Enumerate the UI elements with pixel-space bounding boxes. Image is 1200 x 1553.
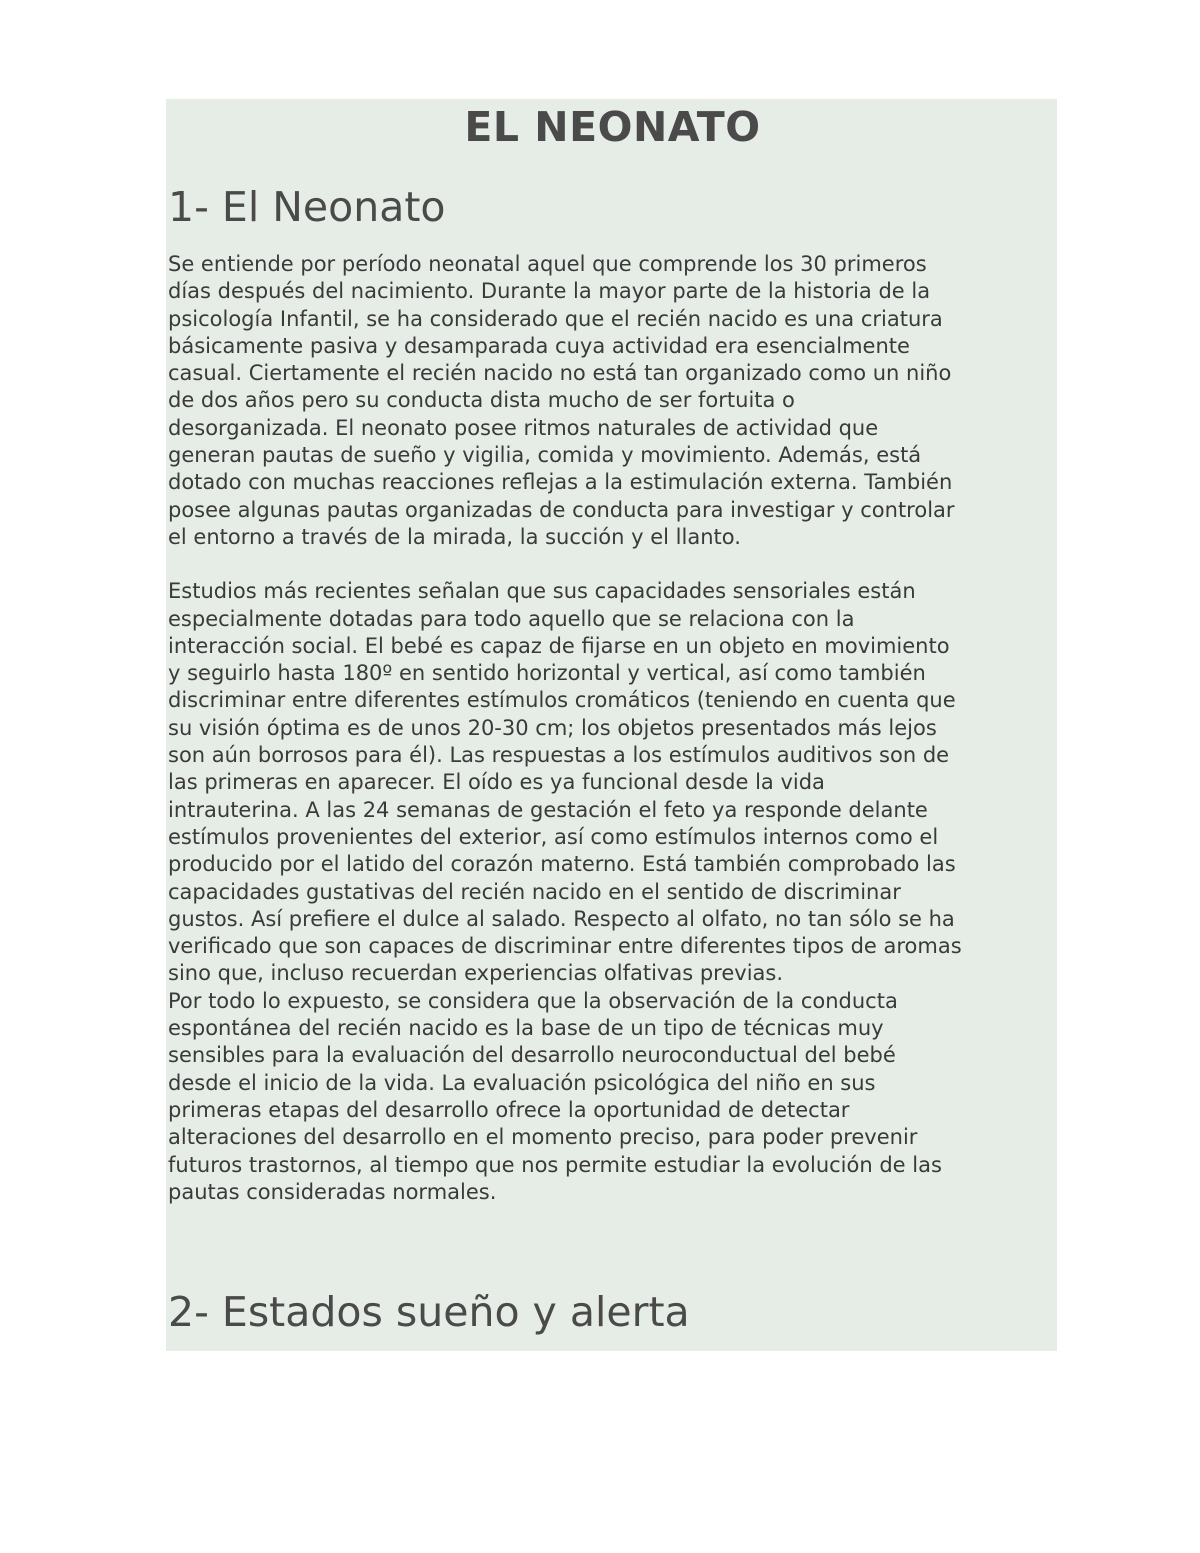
document-content xyxy=(166,99,1057,1351)
paragraph-conclusion: Por todo lo expuesto, se considera que la observación de la conducta espontánea del recién nacido es la base de un tipo de técnicas muy sensibles para la evaluación del desarrollo neuroconductual del bebé desde el inicio de la vida. La evaluación psicológica del niño en sus primeras etapas del desarrollo ofrece la oportunidad de detectar alteraciones del desarrollo en el momento preciso, para poder prevenir futuros trastornos, al tiempo que nos permite estudiar la evolución de las pautas consideradas normales. xyxy=(168,988,942,1204)
paragraph-neonatal-period: Se entiende por período neonatal aquel que comprende los 30 primeros días después del nacimiento. Durante la mayor parte de la historia de la psicología Infantil, se ha considerado que el recién nacido es una criatura básicamente pasiva y desamparada cuya actividad era esencialmente casual. Ciertamente el recién nacido no está tan organizado como un niño de dos años pero su conducta dista mucho de ser fortuita o desorganizada. El neonato posee ritmos naturales de actividad que generan pautas de sueño y vigilia, comida y movimiento. Además, está dotado con muchas reacciones reflejas a la estimulación externa. También posee algunas pautas organizadas de conducta para investigar y controlar el entorno a través de la mirada, la succión y el llanto. xyxy=(168,252,955,549)
document-title: EL NEONATO xyxy=(464,103,761,151)
paragraph-sensory-capacities: Estudios más recientes señalan que sus capacidades sensoriales están especialmente dotadas para todo aquello que se relaciona con la interacción social. El bebé es capaz de fijarse en un objeto en movimiento y seguirlo hasta 180º en sentido horizontal y vertical, así como también discriminar entre diferentes estímulos cromáticos (teniendo en cuenta que su visión óptima es de unos 20-30 cm; los objetos presentados más lejos son aún borrosos para él). Las respuestas a los estímulos auditivos son de las primeras en aparecer. El oído es ya funcional desde la vida intrauterina. A las 24 semanas de gestación el feto ya responde delante estímulos provenientes del exterior, así como estímulos internos como el producido por el latido del corazón materno. Está también comprobado las capacidades gustativas del recién nacido en el sentido de discriminar gustos. Así prefiere el dulce al salado. Respecto al olfato, no tan sólo se ha verificado que son capaces de discriminar entre diferentes tipos de aromas sino que, incluso recuerdan experiencias olfativas previas. xyxy=(168,579,962,986)
section-heading-neonato: 1- El Neonato xyxy=(168,183,446,231)
section-heading-sleep-alert: 2- Estados sueño y alerta xyxy=(168,1288,690,1337)
